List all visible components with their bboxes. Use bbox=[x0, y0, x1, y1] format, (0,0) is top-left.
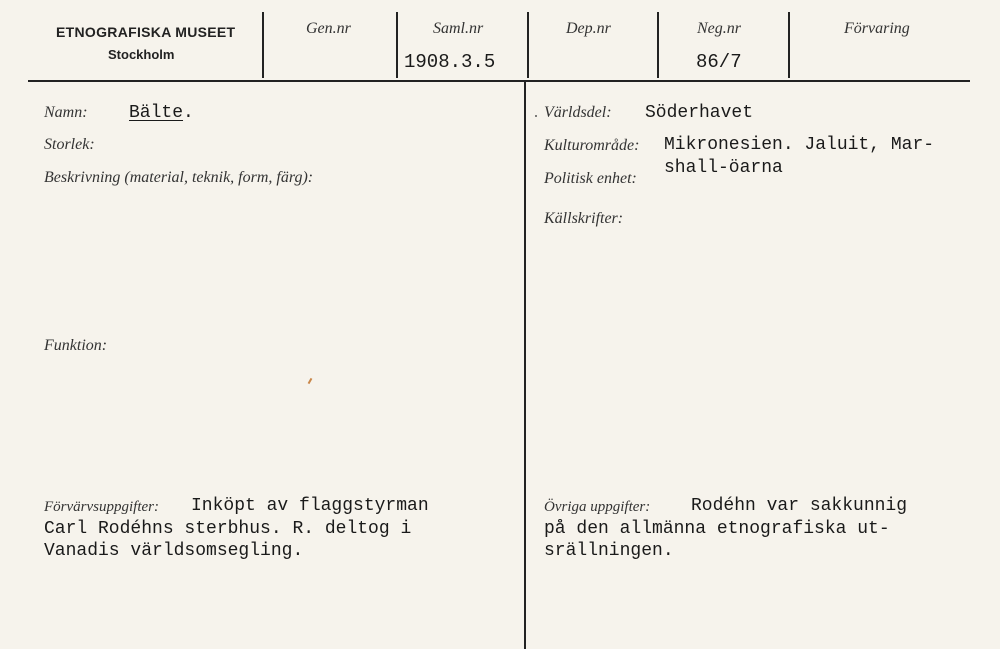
forvarv-line-1: Inköpt av flaggstyrman bbox=[191, 496, 429, 516]
forvarv-label: Förvärvsuppgifter: bbox=[44, 499, 159, 515]
header-rule bbox=[28, 80, 970, 82]
header-divider bbox=[788, 12, 790, 78]
funktion-label: Funktion: bbox=[44, 337, 108, 354]
kallskrifter-label: Källskrifter: bbox=[544, 210, 624, 227]
kulturomrade-value-2: shall-öarna bbox=[664, 158, 783, 178]
forvaring-label: Förvaring bbox=[844, 20, 910, 37]
beskrivning-label: Beskrivning (material, teknik, form, färg): bbox=[44, 169, 314, 186]
storlek-label: Storlek: bbox=[44, 136, 95, 153]
dep-nr-label: Dep.nr bbox=[566, 20, 611, 37]
paper-speck bbox=[308, 378, 313, 384]
kulturomrade-label: Kulturområde: bbox=[544, 137, 640, 154]
ovriga-line-3: srällningen. bbox=[544, 541, 674, 561]
varldsdel-value: Söderhavet bbox=[645, 103, 754, 123]
museum-city: Stockholm bbox=[108, 47, 175, 62]
neg-nr-value: 86/7 bbox=[696, 51, 742, 73]
header-divider bbox=[262, 12, 264, 78]
namn-punct: . bbox=[183, 103, 194, 123]
gen-nr-label: Gen.nr bbox=[306, 20, 351, 37]
forvarv-line-3: Vanadis världsomsegling. bbox=[44, 541, 304, 561]
saml-nr-value: 1908.3.5 bbox=[404, 51, 496, 73]
ovriga-line-2: på den allmänna etnografiska ut- bbox=[544, 519, 890, 539]
header-divider bbox=[657, 12, 659, 78]
ovriga-label: Övriga uppgifter: bbox=[544, 499, 651, 515]
namn-value: Bälte bbox=[129, 103, 184, 123]
header-divider bbox=[396, 12, 398, 78]
neg-nr-label: Neg.nr bbox=[697, 20, 741, 37]
ovriga-line-1: Rodéhn var sakkunnig bbox=[691, 496, 908, 516]
politisk-enhet-label: Politisk enhet: bbox=[544, 170, 637, 187]
forvarv-line-2: Carl Rodéhns sterbhus. R. deltog i bbox=[44, 519, 412, 539]
header-divider bbox=[527, 12, 529, 78]
center-divider bbox=[524, 82, 526, 649]
saml-nr-label: Saml.nr bbox=[433, 20, 484, 37]
museum-name: ETNOGRAFISKA MUSEET bbox=[56, 24, 236, 40]
ink-dot bbox=[535, 115, 537, 117]
kulturomrade-value: Mikronesien. Jaluit, Mar- bbox=[664, 135, 935, 155]
namn-label: Namn: bbox=[44, 104, 88, 121]
varldsdel-label: Världsdel: bbox=[544, 104, 612, 121]
